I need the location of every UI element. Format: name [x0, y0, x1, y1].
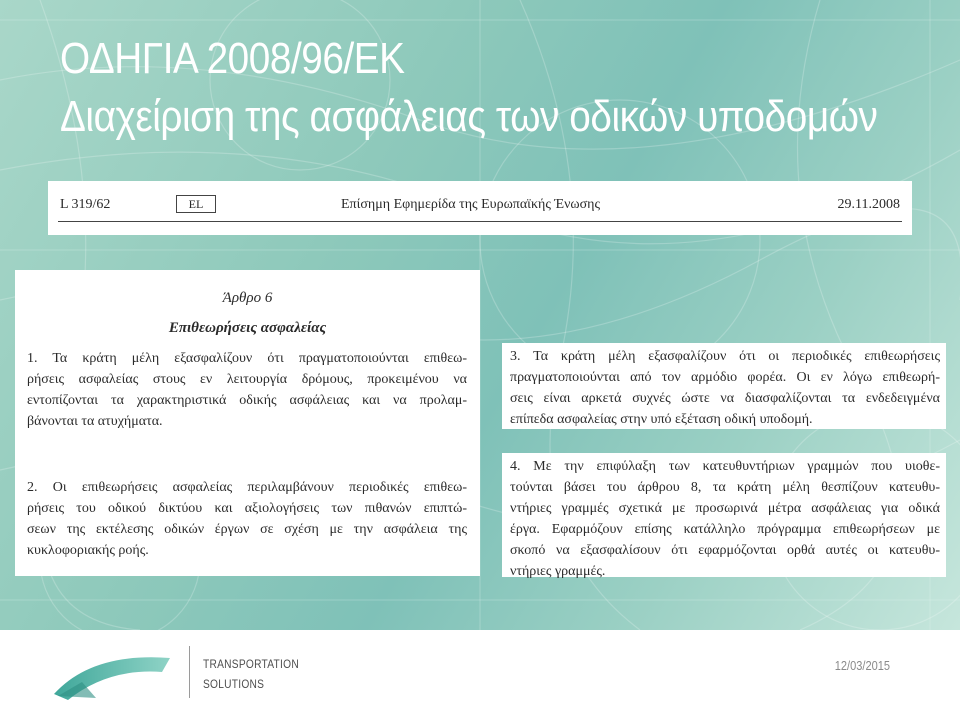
paragraph-2	[27, 477, 467, 561]
paragraph-line: έργα. Εφαρμόζουν επίσης κατάλληλο πρόγραμμα επιθεωρήσεων με	[510, 522, 940, 537]
journal-reference: L 319/62	[60, 197, 111, 212]
footer-date: 12/03/2015	[834, 658, 890, 673]
paragraph-line: σκοπό να εξασφαλίσουν ότι εφαρμόζονται ορθά αυτές οι κατευθυ-	[510, 543, 940, 558]
article-panel-right-bottom	[502, 453, 946, 577]
paragraph-1	[27, 348, 467, 432]
paragraph-line: βάνονται τα ατυχήματα.	[27, 414, 163, 429]
paragraph-line: 3. Τα κράτη μέλη εξασφαλίζουν ότι οι περιοδικές επιθεωρήσεις	[510, 349, 940, 364]
journal-date: 29.11.2008	[837, 197, 900, 212]
article-panel-right-top	[502, 343, 946, 429]
paragraph-line: 2. Οι επιθεωρήσεις ασφαλείας περιλαμβάνουν περιοδικές επιθεω-	[27, 480, 467, 495]
article-heading: Επιθεωρήσεις ασφαλείας	[168, 320, 327, 336]
paragraph-line: ντήριες γραμμές σχετικά με προσωρινά μέτρα ασφάλειας για οδικά	[510, 501, 940, 516]
paragraph-line: πραγματοποιούνται από τον αρμόδιο φορέα. Οι εν λόγω επιθεωρή-	[510, 370, 940, 385]
paragraph-line: σεις είναι αρκετά συχνές ώστε να διασφαλίζονται τα ενδεδειγμένα	[510, 391, 940, 406]
brand-name-line2: SOLUTIONS	[203, 677, 265, 691]
article-number: Άρθρο 6	[222, 290, 273, 306]
paragraph-line: εντοπίζονται τα χαρακτηριστικά οδικής ασφάλειας και να προλαμ-	[27, 393, 467, 408]
paragraph-line: ρήσεις του οδικού δικτύου και αξιολογήσεις των πιθανών επιπτώ-	[27, 501, 467, 516]
company-logo-icon	[52, 648, 174, 702]
paragraph-line: ντήριες γραμμές.	[510, 564, 606, 579]
article-panel-left	[15, 270, 480, 576]
paragraph-line: 4. Με την επιφύλαξη των κατευθυντήριων γραμμών που υιοθε-	[510, 459, 940, 474]
brand-name-line1: TRANSPORTATION	[203, 657, 299, 671]
paragraph-line: κυκλοφοριακής ροής.	[27, 543, 149, 558]
slide-title: ΟΔΗΓΙΑ 2008/96/ΕΚ	[60, 34, 405, 83]
paragraph-line: επίπεδα ασφαλείας στην υπό εξέταση οδική υποδομή.	[510, 412, 813, 427]
paragraph-line: σεων της εκτέλεσης οδικών έργων σε σχέση με την ασφάλεια της	[27, 522, 467, 537]
header-rule	[58, 221, 902, 222]
paragraph-4	[510, 456, 940, 582]
slide-subtitle: Διαχείριση της ασφάλειας των οδικών υποδομών	[60, 92, 878, 141]
footer-divider	[189, 646, 190, 698]
paragraph-line: ρήσεις ασφαλείας στους εν λειτουργία δρόμους, προκειμένου να	[27, 372, 467, 387]
language-badge: EL	[176, 195, 216, 213]
paragraph-line: τούνται βάσει του άρθρου 8, τα κράτη μέλη θεσπίζουν κατευθυ-	[510, 480, 940, 495]
journal-name: Επίσημη Εφημερίδα της Ευρωπαϊκής Ένωσης	[341, 197, 601, 212]
paragraph-3	[510, 346, 940, 430]
journal-header-strip	[48, 181, 912, 235]
paragraph-line: 1. Τα κράτη μέλη εξασφαλίζουν ότι πραγματοποιούνται επιθεω-	[27, 351, 467, 366]
